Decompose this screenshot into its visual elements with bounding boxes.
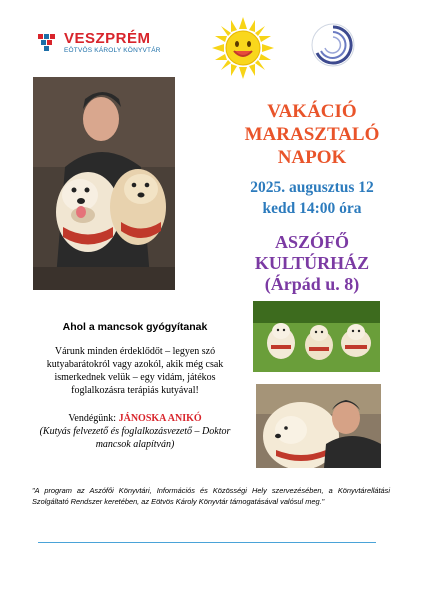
footer-divider [38, 542, 376, 543]
circle-logo-icon [309, 21, 357, 69]
library-logo [38, 30, 188, 60]
photo-three-dogs [253, 301, 380, 372]
guest-label: Vendégünk: [68, 413, 117, 424]
event-venue [200, 232, 424, 295]
venue-line: KULTÚRHÁZ [254, 253, 370, 273]
content-heading: Ahol a mancsok gyógyítanak [62, 321, 208, 333]
event-title-line: NAPOK [277, 147, 347, 168]
venue-line: ASZÓFŐ [274, 232, 349, 252]
library-name: VESZPRÉM [64, 30, 151, 47]
guest-name: JÁNOSKA ANIKÓ [118, 413, 202, 424]
guest-line [30, 412, 240, 425]
content-body: Várunk minden érdeklődőt – legyen szó kutyabarátokról vagy azokól, akik még csak ismerkednek velük – egy vidám, játékos foglalkozásra terápiás kutyával! [46, 346, 224, 396]
photo-woman-with-dogs [33, 77, 175, 290]
guest-role: (Kutyás felvezető és foglalkozásvezető – Doktor mancsok alapítván) [39, 426, 231, 450]
event-title-line: MARASZTALÓ [244, 124, 380, 145]
photo-woman-hugging-dog [256, 384, 381, 468]
event-time: kedd 14:00 óra [262, 200, 362, 217]
footer-note: "A program az Aszófői Könyvtári, Információs és Közösségi Hely szervezésében, a Könyvtárellátási Szolgáltató Rendszer keretében, az Eötvös Károly Könyvtár támogatásával valósul meg." [32, 486, 390, 506]
venue-line: (Árpád u. 8) [264, 274, 360, 294]
event-title-line: VAKÁCIÓ [267, 101, 357, 122]
event-title [200, 100, 424, 169]
event-datetime [200, 177, 424, 219]
event-date: 2025. augusztus 12 [250, 179, 374, 196]
library-logo-icon [38, 34, 62, 52]
library-subtitle: EÖTVÖS KÁROLY KÖNYVTÁR [64, 47, 161, 54]
sun-icon [212, 17, 274, 79]
